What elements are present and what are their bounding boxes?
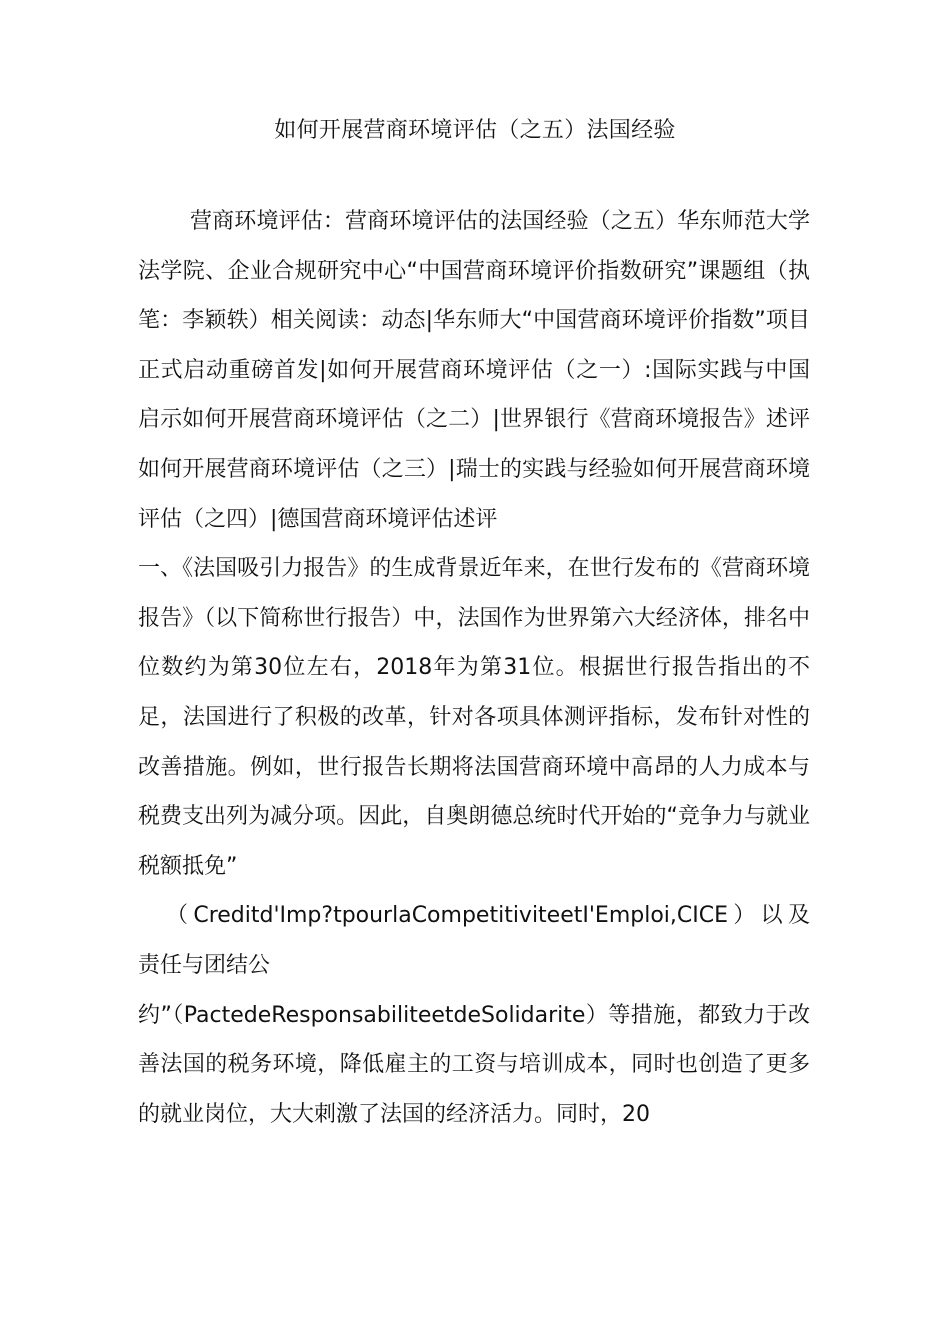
pacte-paragraph: 约”（PactedeResponsabiliteetdeSolidarite）等措施，都致力于改善法国的税务环境，降低雇主的工资与培训成本，同时也创造了更多的就业岗位，大大刺激了法国的经济活力。同时，20 (138, 1002, 810, 1127)
document-title: 如何开展营商环境评估（之五）法国经验 (274, 118, 676, 143)
intro-paragraph: 营商环境评估：营商环境评估的法国经验（之五）华东师范大学法学院、企业合规研究中心“中国营商环境评价指数研究”课题组（执笔：李颖轶）相关阅读：动态|华东师大“中国营商环境评价指数”项目正式启动重磅首发|如何开展营商环境评估（之一）:国际实践与中国启示如何开展营商环境评估（之二）|世界银行《营商环境报告》述评如何开展营商环境评估（之三）|瑞士的实践与经验如何开展营商环境评估（之四）|德国营商环境评估述评 (138, 209, 810, 532)
document-body (138, 197, 810, 1139)
section-one-paragraph: 一、《法国吸引力报告》的生成背景近年来，在世行发布的《营商环境报告》（以下简称世行报告）中，法国作为世界第六大经济体，排名中位数约为第30位左右，2018年为第31位。根据世行报告指出的不足，法国进行了积极的改革，针对各项具体测评指标，发布针对性的改善措施。例如，世行报告长期将法国营商环境中高昂的人力成本与税费支出列为减分项。因此，自奥朗德总统时代开始的“竞争力与就业税额抵免” (138, 556, 810, 879)
cice-paragraph: （Creditd'Imp?tpourlaCompetitiviteetI'Emploi,CICE）以及责任与团结公 (138, 903, 810, 978)
